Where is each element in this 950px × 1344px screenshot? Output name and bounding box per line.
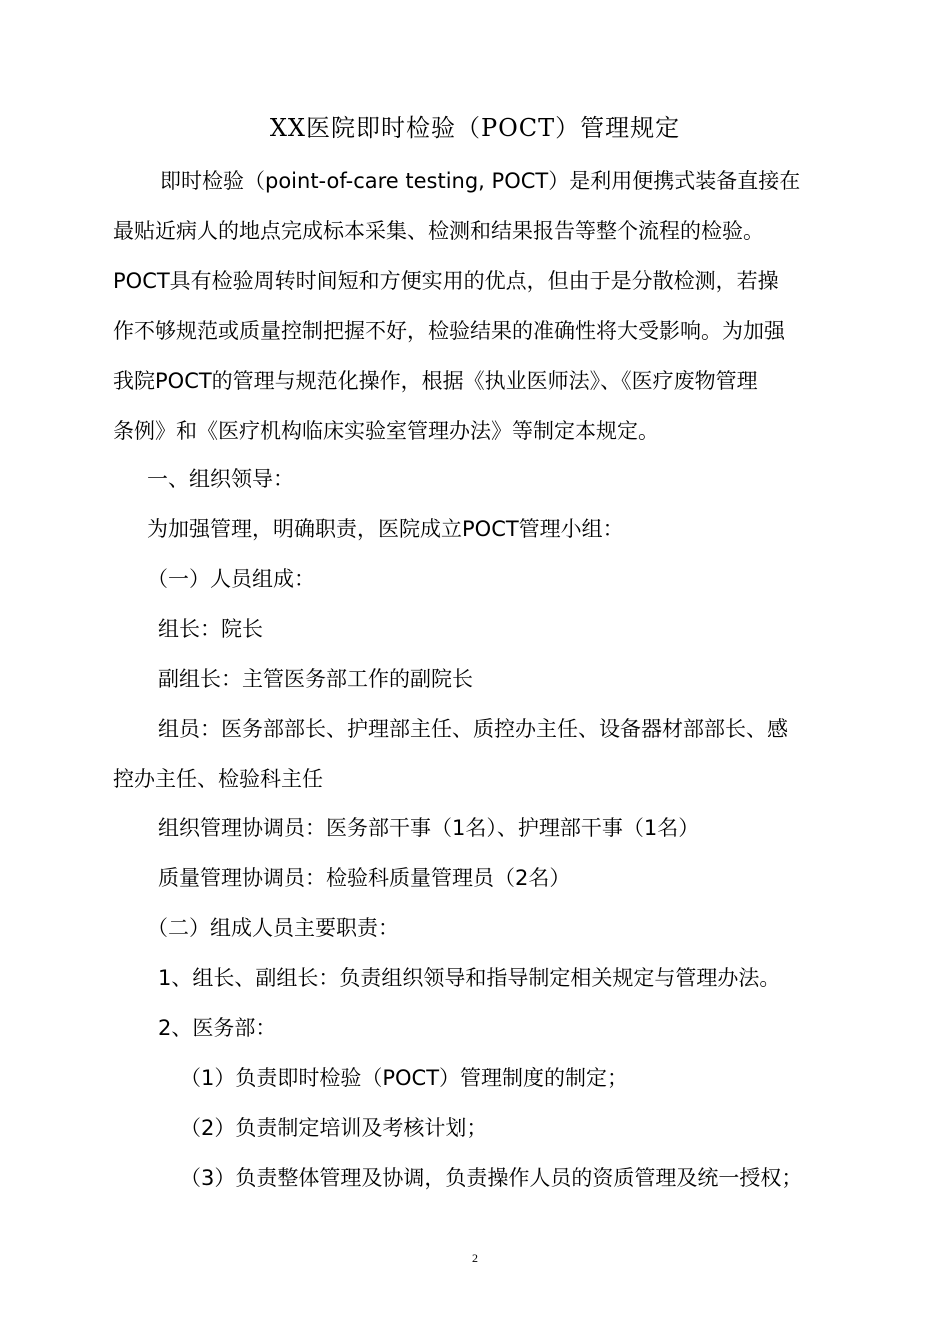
subsection-heading: （一）人员组成： bbox=[147, 567, 315, 591]
paragraph-line: 我院POCT的管理与规范化操作，根据《执业医师法》、《医疗废物管理 bbox=[113, 369, 758, 393]
member-line: 副组长：主管医务部工作的副院长 bbox=[158, 667, 473, 691]
member-line: 组长：院长 bbox=[158, 617, 263, 641]
paragraph-line: 最贴近病人的地点完成标本采集、检测和结果报告等整个流程的检验。 bbox=[113, 219, 764, 243]
paragraph-line: 作不够规范或质量控制把握不好，检验结果的准确性将大受影响。为加强 bbox=[113, 319, 785, 343]
list-item: 2、医务部： bbox=[158, 1016, 277, 1040]
list-item: 1、组长、副组长：负责组织领导和指导制定相关规定与管理办法。 bbox=[158, 966, 781, 990]
member-line: 组员：医务部部长、护理部主任、质控办主任、设备器材部部长、感 bbox=[158, 717, 788, 741]
paragraph-line: 即时检验（point-of-care testing, POCT）是利用便携式装备直接在 bbox=[160, 169, 801, 193]
list-item: （3）负责整体管理及协调，负责操作人员的资质管理及统一授权； bbox=[180, 1166, 803, 1190]
page-number: 2 bbox=[472, 1251, 478, 1265]
list-item: （2）负责制定培训及考核计划； bbox=[180, 1116, 488, 1140]
subsection-heading: （二）组成人员主要职责： bbox=[147, 916, 399, 940]
document-title: XX医院即时检验（POCT）管理规定 bbox=[269, 114, 681, 142]
member-line: 控办主任、检验科主任 bbox=[113, 767, 323, 791]
paragraph-line: 条例》和《医疗机构临床实验室管理办法》等制定本规定。 bbox=[113, 419, 659, 443]
section-heading: 一、组织领导： bbox=[147, 467, 294, 491]
member-line: 质量管理协调员：检验科质量管理员（2名） bbox=[158, 866, 571, 890]
paragraph-line: 为加强管理，明确职责，医院成立POCT管理小组： bbox=[147, 517, 624, 541]
paragraph-line: POCT具有检验周转时间短和方便实用的优点，但由于是分散检测，若操 bbox=[113, 269, 779, 293]
member-line: 组织管理协调员：医务部干事（1名）、护理部干事（1名） bbox=[158, 816, 700, 840]
list-item: （1）负责即时检验（POCT）管理制度的制定； bbox=[180, 1066, 629, 1090]
